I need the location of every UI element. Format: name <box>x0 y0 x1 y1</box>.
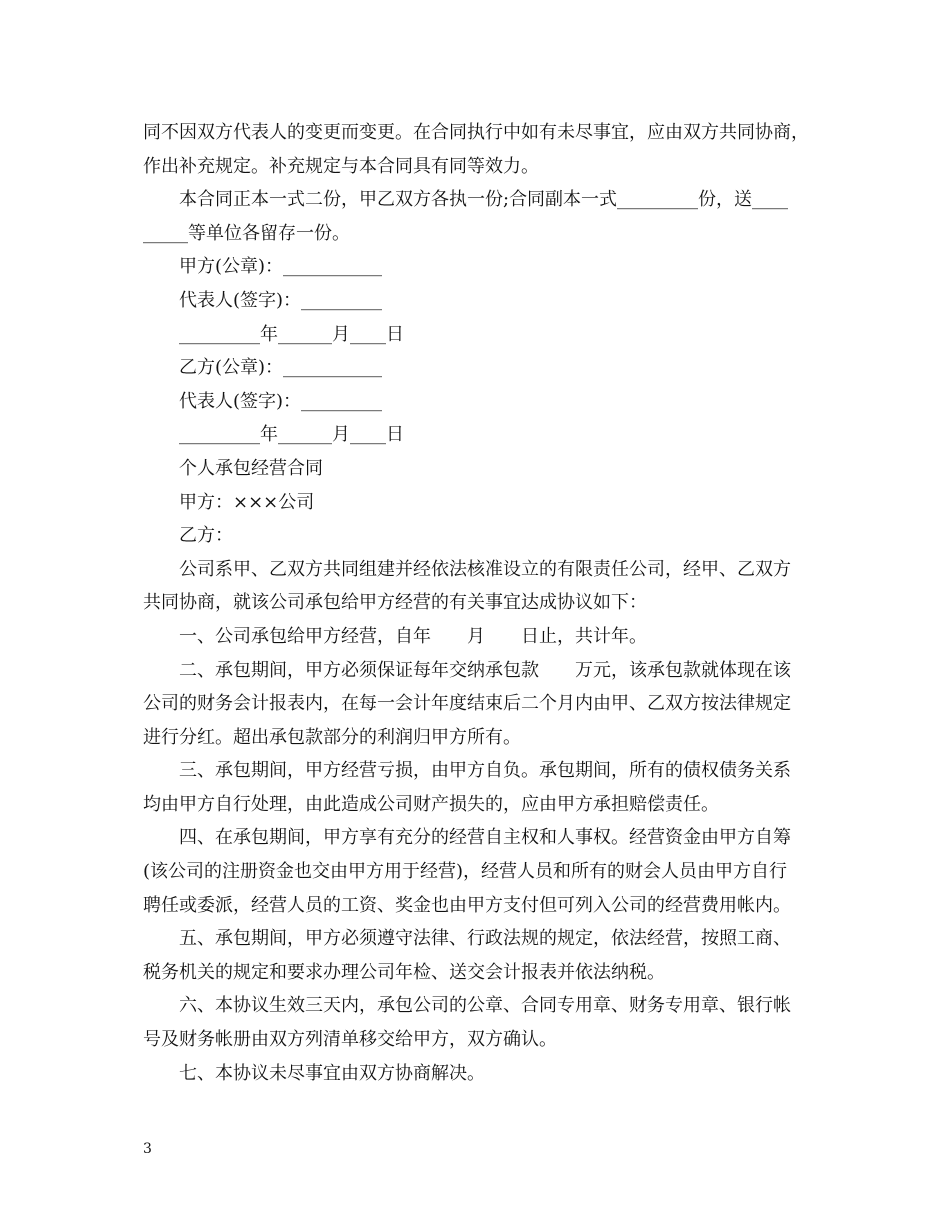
text-line: 共同协商，就该公司承包给甲方经营的有关事宜达成协议如下： <box>143 592 647 614</box>
text-line: 七、本协议未尽事宜由双方协商解决。 <box>179 1062 485 1084</box>
text-line: 本合同正本一式二份，甲乙双方各执一份;合同副本一式_________份，送____ <box>179 189 789 211</box>
text-line: 同不因双方代表人的变更而变更。在合同执行中如有未尽事宜，应由双方共同协商， <box>143 122 809 143</box>
text-line: 公司的财务会计报表内，在每一会计年度结束后二个月内由甲、乙双方按法律规定 <box>143 693 791 715</box>
text-line: 税务机关的规定和要求办理公司年检、送交会计报表并依法纳税。 <box>143 961 665 983</box>
document-body <box>143 116 828 1090</box>
text-line: 六、本协议生效三天内，承包公司的公章、合同专用章、财务专用章、银行帐 <box>179 995 791 1017</box>
text-line: _________年______月____日 <box>179 323 404 345</box>
text-line: _____等单位各留存一份。 <box>143 222 350 244</box>
text-line: 均由甲方自行处理，由此造成公司财产损失的，应由甲方承担赔偿责任。 <box>143 793 719 815</box>
text-line: 四、在承包期间，甲方享有充分的经营自主权和人事权。经营资金由甲方自筹 <box>179 827 791 849</box>
text-line: 五、承包期间，甲方必须遵守法律、行政法规的规定，依法经营，按照工商、 <box>179 928 791 950</box>
text-line: 号及财务帐册由双方列清单移交给甲方，双方确认。 <box>143 1029 557 1051</box>
text-line: 乙方(公章)：___________ <box>179 357 383 379</box>
text-line: 代表人(签字)：_________ <box>179 289 383 311</box>
text-line: 三、承包期间，甲方经营亏损，由甲方自负。承包期间，所有的债权债务关系 <box>179 760 791 782</box>
text-line: 进行分红。超出承包款部分的利润归甲方所有。 <box>143 726 521 748</box>
text-line: _________年______月____日 <box>179 424 404 446</box>
text-line: 乙方： <box>179 525 233 547</box>
page-number: 3 <box>143 1141 152 1157</box>
text-line: 聘任或委派，经营人员的工资、奖金也由甲方支付但可列入公司的经营费用帐内。 <box>143 894 791 916</box>
text-line: 二、承包期间，甲方必须保证每年交纳承包款 万元，该承包款就体现在该 <box>179 659 791 681</box>
text-line: 甲方：×××公司 <box>179 491 315 513</box>
text-line: 甲方(公章)：___________ <box>179 256 383 278</box>
text-line: 个人承包经营合同 <box>179 457 323 479</box>
text-line: (该公司的注册资金也交由甲方用于经营)，经营人员和所有的财会人员由甲方自行 <box>143 861 788 883</box>
text-line: 代表人(签字)：_________ <box>179 390 383 412</box>
text-line: 一、公司承包给甲方经营，自年 月 日止，共计年。 <box>179 625 647 647</box>
text-line: 公司系甲、乙双方共同组建并经依法核准设立的有限责任公司，经甲、乙双方 <box>179 558 791 580</box>
text-line: 作出补充规定。补充规定与本合同具有同等效力。 <box>143 155 539 177</box>
